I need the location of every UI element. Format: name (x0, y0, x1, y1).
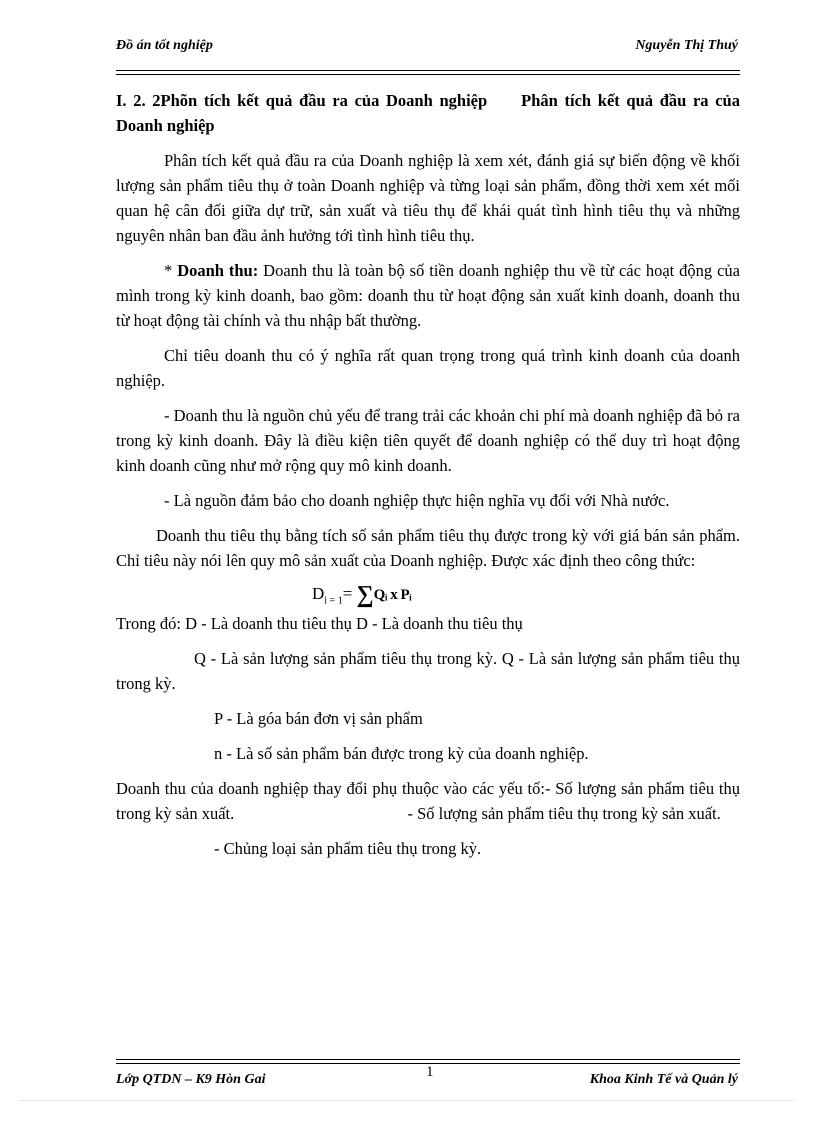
page-bottom-dotted-line (20, 1100, 796, 1101)
page-content (116, 88, 745, 861)
term-revenue: Doanh thu: (177, 261, 259, 280)
footer-faculty: Khoa Kinh Tế và Quản lý (589, 1072, 738, 1087)
paragraph-revenue-def (116, 258, 740, 333)
header-rule-bottom (116, 74, 740, 75)
legend-line-q: Q - Là sản lượng sản phẩm tiêu thụ trong kỳ. Q - Là sản lượng sản phẩm tiêu thụ trong kỳ. (116, 649, 740, 693)
paragraph-obligation: - Là nguồn đảm bảo cho doanh nghiệp thực hiện nghĩa vụ đối với Nhà nước. (164, 491, 670, 510)
paragraph-formula-intro: Doanh thu tiêu thụ bằng tích số sản phẩm tiêu thụ được trong kỳ với giá bán sản phẩm. Chỉ tiêu này nói lên quy mô sản xuất của Doanh nghiệp. Được xác định theo công thức: (116, 526, 740, 570)
section-heading (116, 88, 740, 138)
bullet-star: * (164, 261, 178, 280)
section-heading-b: Phân tích kết quả đầu ra của Doanh nghiệp (116, 91, 740, 135)
legend-line-n: n - Là số sản phẩm bán được trong kỳ của doanh nghiệp. (214, 744, 589, 763)
paragraph-intro: Phân tích kết quả đầu ra của Doanh nghiệp là xem xét, đánh giá sự biến động về khối lượng sản phẩm tiêu thụ ở toàn Doanh nghiệp và từng loại sản phẩm, đồng thời xem xét mối quan hệ cân đối giữa dự trữ, sản xuất và tiêu thụ để khái quát tình hình tiêu thụ và những nguyên nhân ban đầu ảnh hưởng tới tình hình tiêu thụ. (116, 151, 740, 245)
footer-rule-top (116, 1059, 740, 1060)
formula-lhs-sub: i = 1 (324, 595, 343, 607)
sigma-symbol: ∑ (356, 582, 374, 608)
legend-line-d: Trong đó: D - Là doanh thu tiêu thụ D - Là doanh thu tiêu thụ (116, 614, 523, 633)
page-number: 1 (426, 1064, 434, 1080)
footer-class: Lớp QTDN – K9 Hòn Gai (116, 1072, 266, 1087)
header-left-title: Đồ án tốt nghiệp (116, 38, 213, 53)
header-author: Nguyễn Thị Thuý (635, 38, 738, 53)
legend-line-p: P - Là góa bán đơn vị sản phẩm (214, 709, 423, 728)
revenue-def-text: Doanh thu là toàn bộ số tiền doanh nghiệp thu về từ các hoạt động của mình trong kỳ kinh doanh, bao gồm: doanh thu từ hoạt động sản xuất kinh doanh, doanh thu từ hoạt động tài chính và thu nhập bất thường. (116, 261, 741, 330)
paragraph-importance: Chỉ tiêu doanh thu có ý nghĩa rất quan trọng trong quá trình kinh doanh của doanh nghiệp. (116, 346, 740, 390)
section-heading-a: I. 2. 2Phõn tích kết quả đầu ra của Doanh nghiệp (116, 91, 488, 110)
formula-rhs: Qᵢ x Pᵢ (373, 587, 412, 603)
formula-equals: = (342, 584, 353, 603)
factor-product-type: - Chủng loại sản phẩm tiêu thụ trong kỳ. (214, 839, 482, 858)
formula-lhs: D (312, 584, 325, 603)
paragraph-source-costs: - Doanh thu là nguồn chủ yếu để trang trải các khoản chi phí mà doanh nghiệp đã bỏ ra trong kỳ kinh doanh. Đây là điều kiện tiên quyết để doanh nghiệp có thể duy trì hoạt động kinh doanh cũng như mở rộng quy mô kinh doanh. (116, 406, 740, 475)
revenue-formula (116, 577, 740, 611)
header-rule-top (116, 70, 740, 71)
paragraph-factors: Doanh thu của doanh nghiệp thay đổi phụ thuộc vào các yếu tố:- Số lượng sản phẩm tiêu thụ trong kỳ sản xuất. - Số lượng sản phẩm tiêu thụ trong kỳ sản xuất. (116, 779, 745, 823)
